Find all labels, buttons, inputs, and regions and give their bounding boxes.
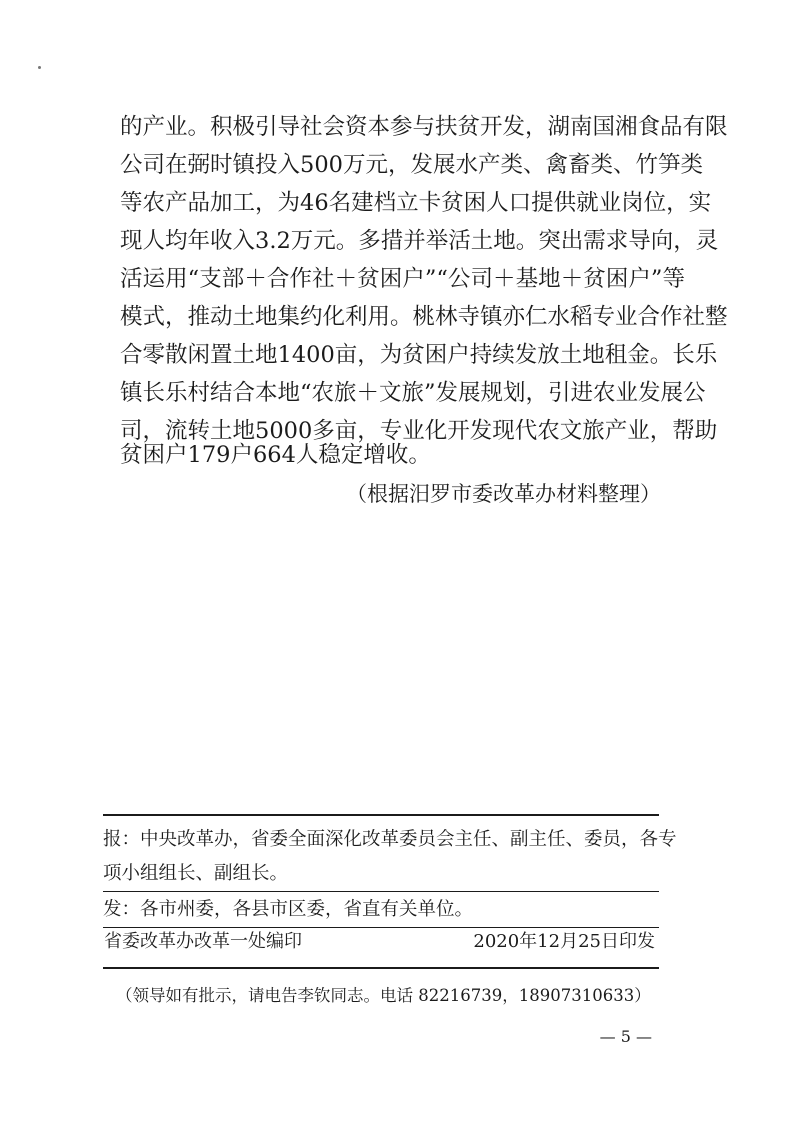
contact-note: （领导如有批示，请电告李钦同志。电话 82216739，18907310633） [116,986,651,1005]
print-date: 2020年12月25日印发 [473,931,655,952]
body-line-6: 模式，推动土地集约化利用。桃林寺镇亦仁水稻专业合作社整 [120,304,728,330]
body-line-3: 等农产品加工，为46名建档立卡贫困人口提供就业岗位，实 [120,190,712,216]
report-to-line-1: 报：中央改革办，省委全面深化改革委员会主任、副主任、委员，各专 [103,829,677,850]
send-to-line: 发：各市州委，各县市区委，省直有关单位。 [103,899,474,920]
body-line-10: 贫困户179户664人稳定增收。 [120,442,431,468]
distribution-mid-rule [103,891,659,892]
source-note: （根据汨罗市委改革办材料整理） [346,482,661,506]
body-line-1: 的产业。积极引导社会资本参与扶贫开发，湖南国湘食品有限 [120,114,728,140]
editor-unit: 省委改革办改革一处编印 [104,931,302,952]
body-line-8: 镇长乐村结合本地“农旅＋文旅”发展规划，引进农业发展公 [120,380,706,406]
distribution-top-rule [103,814,659,816]
scan-speck [38,66,41,69]
body-line-2: 公司在弼时镇投入500万元，发展水产类、禽畜类、竹笋类 [120,152,703,178]
body-line-7: 合零散闲置土地1400亩，为贫困户持续发放土地租金。长乐 [120,342,718,368]
footer-bottom-rule [103,967,659,969]
body-line-4: 现人均年收入3.2万元。多措并举活土地。突出需求导向，灵 [120,228,719,254]
report-to-line-2: 项小组组长、副组长。 [103,863,289,884]
page-number: — 5 — [599,1027,652,1046]
body-line-5: 活运用“支部＋合作社＋贫困户”“公司＋基地＋贫困户”等 [120,266,685,292]
body-line-9: 司，流转土地5000多亩，专业化开发现代农文旅产业，帮助 [120,418,718,444]
